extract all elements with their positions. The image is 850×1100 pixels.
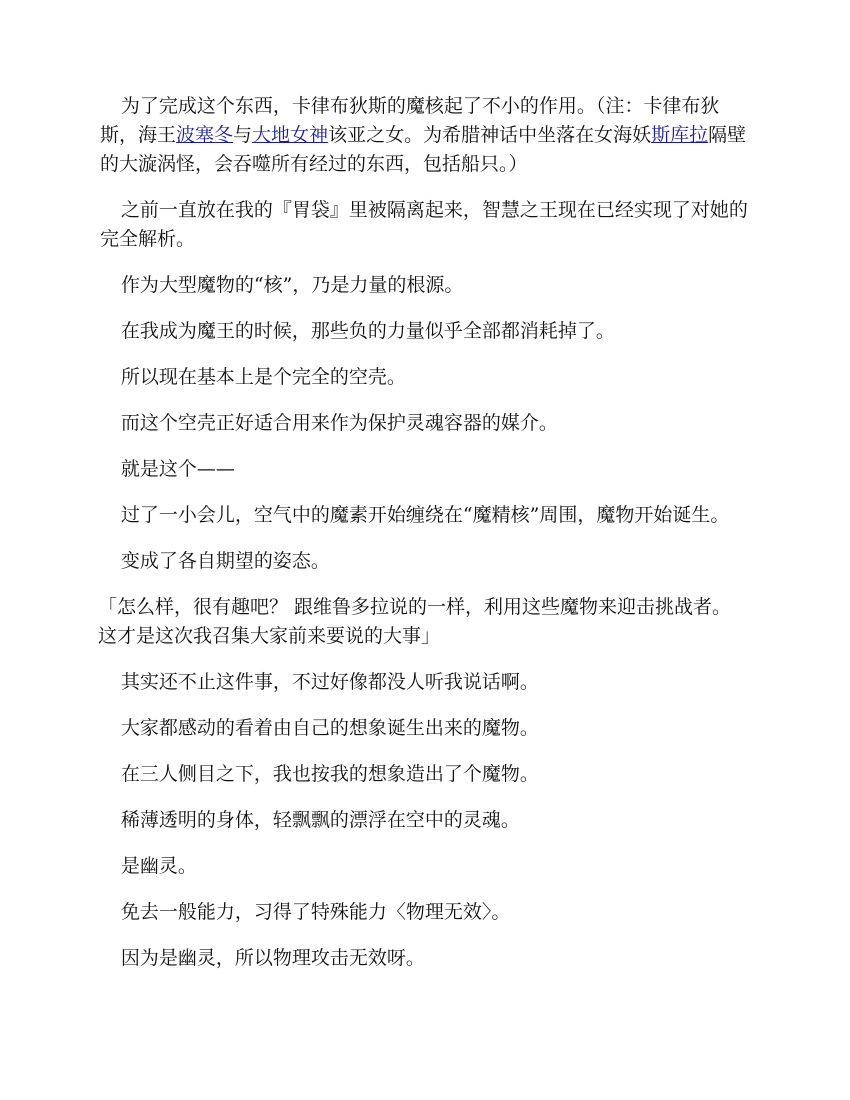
story-text: [100, 92, 750, 990]
text-segment: 该亚之女。为希腊神话中坐落在女海妖: [328, 124, 652, 146]
text-segment: 与: [233, 124, 253, 146]
paragraph-7: 就是这个——: [120, 458, 235, 480]
text-segment: 为了完成这个东西，卡律布狄斯的魔核起了不小的作用。（注：卡律布狄斯，海王: [100, 95, 720, 146]
link-gaia[interactable]: 大地女神: [252, 124, 329, 146]
paragraph-14: 稀薄透明的身体，轻飘飘的漂浮在空中的灵魂。: [120, 809, 520, 831]
paragraph-8: 过了一小会儿，空气中的魔素开始缠绕在“魔精核”周围，魔物开始诞生。: [120, 504, 730, 526]
link-poseidon[interactable]: 波塞冬: [176, 124, 234, 146]
paragraph-2: 之前一直放在我的『胃袋』里被隔离起来，智慧之王现在已经实现了对她的完全解析。: [100, 199, 748, 250]
dialogue-paragraph: 「怎么样，很有趣吧？ 跟维鲁多拉说的一样，利用这些魔物来迎击挑战者。这才是这次我召集大家前来要说的大事」: [98, 596, 732, 647]
paragraph-11: 其实还不止这件事，不过好像都没人听我说话啊。: [120, 671, 539, 693]
paragraph-17: 因为是幽灵，所以物理攻击无效呀。: [120, 947, 425, 969]
paragraph-13: 在三人侧目之下，我也按我的想象造出了个魔物。: [120, 763, 539, 785]
paragraph-1: [100, 92, 750, 179]
text-segment: 隔壁的大漩涡怪，会吞噬所有经过的东西，包括船只。）: [100, 124, 747, 175]
paragraph-15: 是幽灵。: [120, 855, 197, 877]
paragraph-4: 在我成为魔王的时候，那些负的力量似乎全部都消耗掉了。: [120, 320, 615, 342]
paragraph-9: 变成了各自期望的姿态。: [120, 550, 330, 572]
paragraph-16: 免去一般能力，习得了特殊能力〈物理无效〉。: [120, 901, 511, 923]
paragraph-12: 大家都感动的看着由自己的想象诞生出来的魔物。: [120, 717, 539, 739]
paragraph-3: 作为大型魔物的“核”，乃是力量的根源。: [120, 274, 464, 296]
link-scylla[interactable]: 斯库拉: [651, 124, 709, 146]
paragraph-6: 而这个空壳正好适合用来作为保护灵魂容器的媒介。: [120, 412, 558, 434]
paragraph-5: 所以现在基本上是个完全的空壳。: [120, 366, 406, 388]
